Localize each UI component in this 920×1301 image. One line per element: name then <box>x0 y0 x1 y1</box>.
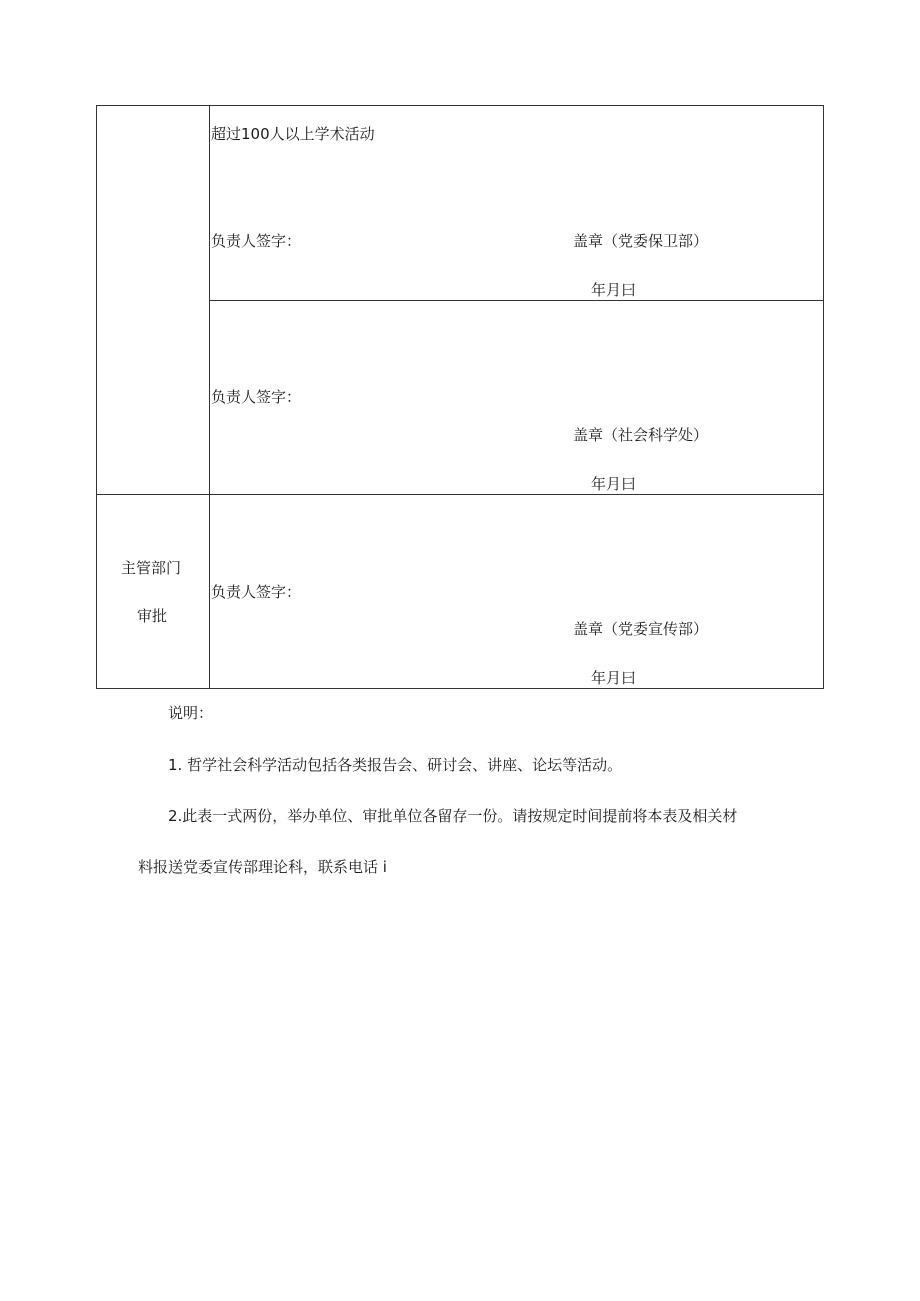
row-divider-1 <box>209 300 823 301</box>
row2-seal-label: 盖章（社会科学处） <box>573 426 709 444</box>
notes-item-2-line-2: 料报送党委宣传部理论科，联系电话 i <box>138 858 387 876</box>
row2-date-label: 年月曰 <box>591 475 637 493</box>
notes-item-1: 1. 哲学社会科学活动包括各类报告会、研讨会、讲座、论坛等活动。 <box>168 756 623 774</box>
row1-condition-text: 超过100人以上学术活动 <box>211 125 375 143</box>
row3-left-label-line2: 审批 <box>137 607 168 625</box>
row1-date-label: 年月曰 <box>591 281 637 299</box>
row1-signature-label: 负责人签字： <box>211 232 302 250</box>
approval-form-table <box>96 105 824 689</box>
row3-left-label-line1: 主管部门 <box>121 559 182 577</box>
row3-seal-label: 盖章（党委宣传部） <box>573 620 709 638</box>
row3-date-label: 年月曰 <box>591 669 637 687</box>
row3-signature-label: 负责人签字： <box>211 583 302 601</box>
notes-item-2-line-1: 2.此表一式两份，举办单位、审批单位各留存一份。请按规定时间提前将本表及相关材 <box>168 807 738 825</box>
column-divider <box>209 106 210 688</box>
row1-seal-label: 盖章（党委保卫部） <box>573 232 709 250</box>
row-divider-2 <box>97 494 823 495</box>
row2-signature-label: 负责人签字： <box>211 388 302 406</box>
notes-heading: 说明： <box>168 704 214 722</box>
